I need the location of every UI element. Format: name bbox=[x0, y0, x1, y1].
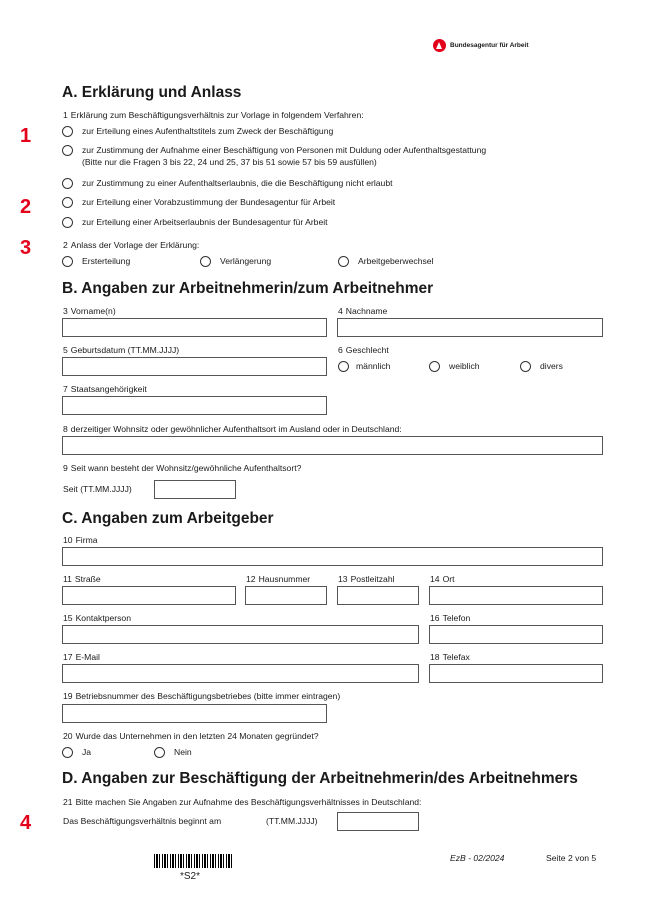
vorname-input[interactable] bbox=[62, 318, 327, 337]
nachname-input[interactable] bbox=[337, 318, 603, 337]
betriebsnummer-input[interactable] bbox=[62, 704, 327, 723]
field-15-label: 15 Kontaktperson bbox=[63, 613, 131, 623]
email-input[interactable] bbox=[62, 664, 419, 683]
option-2-label: zur Zustimmung der Aufnahme einer Beschäftigung von Personen mit Duldung oder Aufenthaltsgestattung bbox=[82, 145, 487, 155]
telefax-input[interactable] bbox=[429, 664, 603, 683]
verlaengerung-label: Verlängerung bbox=[220, 256, 272, 266]
field-10-label: 10 Firma bbox=[63, 535, 98, 545]
radio-ja[interactable] bbox=[62, 747, 73, 758]
field-6-label: 6 Geschlecht bbox=[338, 345, 389, 355]
ersterteilung-label: Ersterteilung bbox=[82, 256, 131, 266]
option-4-label: zur Erteilung einer Vorabzustimmung der Bundesagentur für Arbeit bbox=[82, 197, 336, 207]
hausnummer-input[interactable] bbox=[245, 586, 327, 605]
radio-nein[interactable] bbox=[154, 747, 165, 758]
beginn-datum-input[interactable] bbox=[337, 812, 419, 831]
barcode bbox=[154, 854, 232, 868]
option-5-label: zur Erteilung einer Arbeitserlaubnis der Bundesagentur für Arbeit bbox=[82, 217, 328, 227]
radio-option-2[interactable] bbox=[62, 145, 73, 156]
section-b-title: B. Angaben zur Arbeitnehmerin/zum Arbeitnehmer bbox=[62, 280, 434, 297]
marker-4: 4 bbox=[20, 812, 32, 834]
agency-logo bbox=[433, 39, 529, 52]
q1-label: 1 Erklärung zum Beschäftigungsverhältnis zur Vorlage in folgendem Verfahren: bbox=[63, 110, 364, 120]
maennlich-label: männlich bbox=[356, 361, 391, 371]
marker-3: 3 bbox=[20, 237, 32, 259]
field-9-label: 9 Seit wann besteht der Wohnsitz/gewöhnliche Aufenthaltsort? bbox=[63, 463, 302, 473]
field-12-label: 12 Hausnummer bbox=[246, 574, 311, 584]
radio-verlaengerung[interactable] bbox=[200, 256, 211, 267]
kontaktperson-input[interactable] bbox=[62, 625, 419, 644]
field-20-label: 20 Wurde das Unternehmen in den letzten 24 Monaten gegründet? bbox=[63, 731, 319, 741]
field-19-label: 19 Betriebsnummer des Beschäftigungsbetriebes (bitte immer eintragen) bbox=[63, 691, 341, 701]
ja-label: Ja bbox=[82, 747, 92, 757]
postleitzahl-input[interactable] bbox=[337, 586, 419, 605]
field-5-label: 5 Geburtsdatum (TT.MM.JJJJ) bbox=[63, 345, 180, 355]
radio-weiblich[interactable] bbox=[429, 361, 440, 372]
field-18-label: 18 Telefax bbox=[430, 652, 470, 662]
radio-ersterteilung[interactable] bbox=[62, 256, 73, 267]
field-17-label: 17 E-Mail bbox=[63, 652, 100, 662]
field-21-label: 21 Bitte machen Sie Angaben zur Aufnahme des Beschäftigungsverhältnisses in Deutschland: bbox=[63, 797, 422, 807]
radio-arbeitgeberwechsel[interactable] bbox=[338, 256, 349, 267]
nein-label: Nein bbox=[174, 747, 192, 757]
option-1-label: zur Erteilung eines Aufenthaltstitels zum Zweck der Beschäftigung bbox=[82, 126, 334, 136]
q2-label: 2 Anlass der Vorlage der Erklärung: bbox=[63, 240, 200, 250]
seit-label: Seit (TT.MM.JJJJ) bbox=[63, 484, 132, 494]
marker-2: 2 bbox=[20, 196, 32, 218]
radio-option-5[interactable] bbox=[62, 217, 73, 228]
barcode-text: *S2* bbox=[180, 871, 201, 882]
option-2-note: (Bitte nur die Fragen 3 bis 22, 24 und 25, 37 bis 51 sowie 57 bis 59 ausfüllen) bbox=[82, 157, 377, 167]
field-16-label: 16 Telefon bbox=[430, 613, 471, 623]
section-d-title: D. Angaben zur Beschäftigung der Arbeitnehmerin/des Arbeitnehmers bbox=[62, 770, 578, 787]
beginn-format: (TT.MM.JJJJ) bbox=[266, 816, 318, 826]
wohnsitz-input[interactable] bbox=[62, 436, 603, 455]
field-4-label: 4 Nachname bbox=[338, 306, 388, 316]
radio-option-3[interactable] bbox=[62, 178, 73, 189]
weiblich-label: weiblich bbox=[449, 361, 480, 371]
field-11-label: 11 Straße bbox=[63, 574, 101, 584]
field-7-label: 7 Staatsangehörigkeit bbox=[63, 384, 147, 394]
section-a-title: A. Erklärung und Anlass bbox=[62, 84, 242, 101]
firma-input[interactable] bbox=[62, 547, 603, 566]
radio-option-4[interactable] bbox=[62, 197, 73, 208]
ort-input[interactable] bbox=[429, 586, 603, 605]
field-8-label: 8 derzeitiger Wohnsitz oder gewöhnlicher Aufenthaltsort im Ausland oder in Deutschland: bbox=[63, 424, 402, 434]
agency-logo-icon bbox=[433, 39, 446, 52]
arbeitgeberwechsel-label: Arbeitgeberwechsel bbox=[358, 256, 434, 266]
seit-datum-input[interactable] bbox=[154, 480, 236, 499]
radio-maennlich[interactable] bbox=[338, 361, 349, 372]
section-c-title: C. Angaben zum Arbeitgeber bbox=[62, 510, 274, 527]
telefon-input[interactable] bbox=[429, 625, 603, 644]
marker-1: 1 bbox=[20, 125, 32, 147]
radio-option-1[interactable] bbox=[62, 126, 73, 137]
field-3-label: 3 Vorname(n) bbox=[63, 306, 116, 316]
field-14-label: 14 Ort bbox=[430, 574, 455, 584]
agency-name: Bundesagentur für Arbeit bbox=[450, 42, 529, 49]
form-id: EzB - 02/2024 bbox=[450, 853, 505, 863]
option-3-label: zur Zustimmung zu einer Aufenthaltserlaubnis, die die Beschäftigung nicht erlaubt bbox=[82, 178, 393, 188]
divers-label: divers bbox=[540, 361, 563, 371]
field-13-label: 13 Postleitzahl bbox=[338, 574, 395, 584]
staatsangehoerigkeit-input[interactable] bbox=[62, 396, 327, 415]
geburtsdatum-input[interactable] bbox=[62, 357, 327, 376]
radio-divers[interactable] bbox=[520, 361, 531, 372]
beginn-label: Das Beschäftigungsverhältnis beginnt am bbox=[63, 816, 222, 826]
strasse-input[interactable] bbox=[62, 586, 236, 605]
page-number: Seite 2 von 5 bbox=[546, 853, 597, 863]
